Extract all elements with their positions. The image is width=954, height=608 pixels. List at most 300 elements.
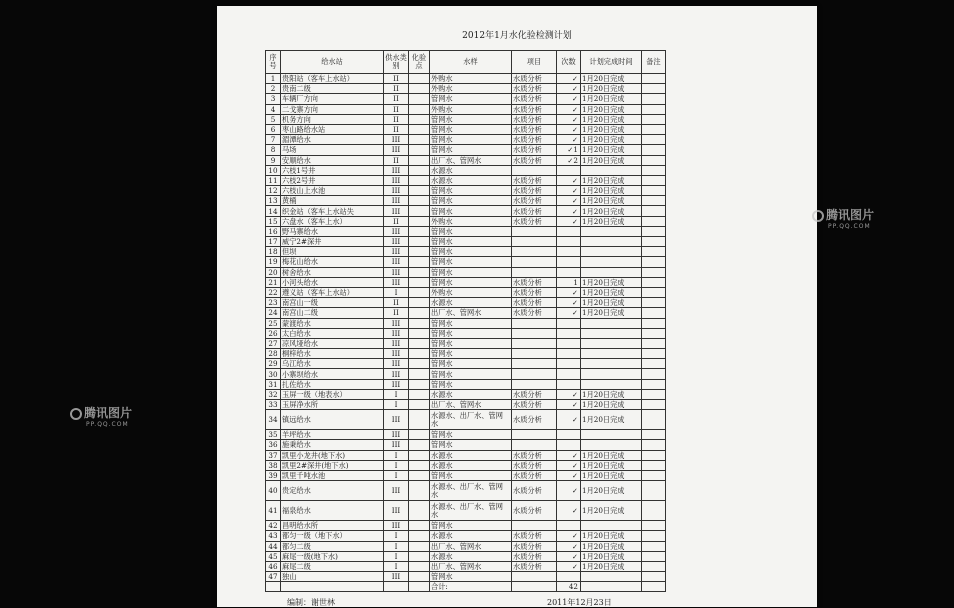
table-cell: 管网水 <box>430 277 512 287</box>
table-cell <box>409 430 430 440</box>
table-cell <box>557 440 581 450</box>
table-row <box>266 175 666 185</box>
table-row <box>266 186 666 196</box>
table-cell <box>642 94 666 104</box>
table-cell: 33 <box>266 400 281 410</box>
table-cell <box>581 572 642 582</box>
table-cell <box>409 561 430 571</box>
table-cell <box>581 267 642 277</box>
table-cell: 乌江给水 <box>281 359 384 369</box>
table-cell <box>642 561 666 571</box>
table-cell: 桐梓给水 <box>281 349 384 359</box>
table-cell: 管网水 <box>430 430 512 440</box>
table-cell: III <box>384 247 409 257</box>
table-cell: 外购水 <box>430 104 512 114</box>
table-cell <box>409 145 430 155</box>
column-header: 给水站 <box>281 51 384 74</box>
table-cell: 水质分析 <box>512 501 557 521</box>
table-cell <box>642 216 666 226</box>
table-cell: 32 <box>266 389 281 399</box>
table-cell <box>642 165 666 175</box>
table-cell: 贵南二级 <box>281 84 384 94</box>
table-cell: 19 <box>266 257 281 267</box>
table-row <box>266 237 666 247</box>
table-cell: 42 <box>557 582 581 592</box>
table-cell <box>557 318 581 328</box>
table-cell <box>642 450 666 460</box>
table-cell: III <box>384 410 409 430</box>
table-cell: 46 <box>266 561 281 571</box>
table-cell: 六枝山上水池 <box>281 186 384 196</box>
table-cell: ✓ <box>557 308 581 318</box>
table-cell <box>409 308 430 318</box>
table-cell: 水质分析 <box>512 104 557 114</box>
table-cell <box>409 74 430 84</box>
table-row <box>266 440 666 450</box>
table-header-row <box>266 51 666 74</box>
table-cell <box>512 521 557 531</box>
table-cell: 管网水 <box>430 135 512 145</box>
table-row <box>266 410 666 430</box>
table-cell: ✓ <box>557 389 581 399</box>
table-cell: 树舍给水 <box>281 267 384 277</box>
table-row <box>266 216 666 226</box>
table-cell <box>642 277 666 287</box>
table-row <box>266 196 666 206</box>
table-cell: III <box>384 257 409 267</box>
table-cell <box>409 440 430 450</box>
table-cell: 35 <box>266 430 281 440</box>
table-cell: 27 <box>266 338 281 348</box>
table-cell <box>581 379 642 389</box>
table-cell <box>581 328 642 338</box>
table-cell: 38 <box>266 460 281 470</box>
table-cell: 南宫山二级 <box>281 308 384 318</box>
table-cell: 10 <box>266 165 281 175</box>
table-cell <box>557 369 581 379</box>
table-cell: 1月20日完成 <box>581 186 642 196</box>
table-cell: 5 <box>266 114 281 124</box>
table-cell: 水质分析 <box>512 531 557 541</box>
table-cell: III <box>384 237 409 247</box>
table-cell: ✓ <box>557 541 581 551</box>
table-cell <box>642 582 666 592</box>
table-cell: ✓ <box>557 196 581 206</box>
table-cell <box>642 359 666 369</box>
table-cell: 20 <box>266 267 281 277</box>
table-cell: 水源水 <box>430 298 512 308</box>
table-cell: 车辆厂方向 <box>281 94 384 104</box>
table-cell <box>581 521 642 531</box>
table-cell: 1月20日完成 <box>581 104 642 114</box>
table-row <box>266 257 666 267</box>
table-cell: 1月20日完成 <box>581 277 642 287</box>
table-cell: ✓ <box>557 287 581 297</box>
table-cell: 水质分析 <box>512 277 557 287</box>
table-cell <box>642 400 666 410</box>
table-cell <box>512 226 557 236</box>
table-cell: ✓ <box>557 460 581 470</box>
table-row <box>266 287 666 297</box>
table-cell: 管网水 <box>430 114 512 124</box>
table-cell <box>512 379 557 389</box>
table-cell: 出厂水、管网水 <box>430 400 512 410</box>
table-cell <box>409 298 430 308</box>
table-cell: II <box>384 124 409 134</box>
table-cell: ✓ <box>557 84 581 94</box>
table-cell: 水质分析 <box>512 155 557 165</box>
table-row <box>266 481 666 501</box>
table-cell <box>512 165 557 175</box>
table-cell <box>642 287 666 297</box>
table-cell <box>409 470 430 480</box>
table-cell: 2 <box>266 84 281 94</box>
table-cell: 外购水 <box>430 216 512 226</box>
table-cell: 合计: <box>430 582 512 592</box>
table-cell <box>409 359 430 369</box>
table-row <box>266 551 666 561</box>
table-cell <box>581 226 642 236</box>
table-row <box>266 521 666 531</box>
table-cell: III <box>384 379 409 389</box>
table-row <box>266 541 666 551</box>
table-row <box>266 379 666 389</box>
table-cell <box>557 349 581 359</box>
table-cell <box>642 298 666 308</box>
table-row <box>266 165 666 175</box>
table-cell <box>409 328 430 338</box>
table-cell <box>409 267 430 277</box>
table-cell: 出厂水、管网水 <box>430 561 512 571</box>
table-cell: III <box>384 226 409 236</box>
table-cell <box>642 338 666 348</box>
table-cell: 12 <box>266 186 281 196</box>
table-cell: 水质分析 <box>512 450 557 460</box>
table-cell <box>557 338 581 348</box>
table-cell: 黄桶 <box>281 196 384 206</box>
table-cell: 凯里千吨水池 <box>281 470 384 480</box>
table-cell: III <box>384 481 409 501</box>
table-cell <box>642 237 666 247</box>
table-cell: 1月20日完成 <box>581 460 642 470</box>
table-cell <box>409 379 430 389</box>
table-cell: III <box>384 318 409 328</box>
column-header: 化验点 <box>409 51 430 74</box>
table-cell: 出厂水、管网水 <box>430 308 512 318</box>
table-cell: 梅花山给水 <box>281 257 384 267</box>
table-cell <box>512 267 557 277</box>
table-cell: III <box>384 145 409 155</box>
table-cell: ✓ <box>557 74 581 84</box>
table-cell: 34 <box>266 410 281 430</box>
test-plan-table <box>265 50 666 592</box>
table-row <box>266 501 666 521</box>
table-cell: 水质分析 <box>512 135 557 145</box>
table-cell <box>512 349 557 359</box>
table-row <box>266 155 666 165</box>
table-cell: ✓ <box>557 481 581 501</box>
table-cell: II <box>384 74 409 84</box>
table-cell: 1月20日完成 <box>581 501 642 521</box>
table-cell: 17 <box>266 237 281 247</box>
table-cell: 出厂水、管网水 <box>430 155 512 165</box>
table-cell: 3 <box>266 94 281 104</box>
table-cell <box>642 328 666 338</box>
table-cell: 羊坪给水 <box>281 430 384 440</box>
table-row <box>266 430 666 440</box>
table-cell: 14 <box>266 206 281 216</box>
table-cell <box>642 124 666 134</box>
table-cell <box>642 135 666 145</box>
table-cell: 43 <box>266 531 281 541</box>
table-cell <box>557 430 581 440</box>
table-cell: ✓ <box>557 400 581 410</box>
document-page <box>217 6 817 607</box>
table-row <box>266 369 666 379</box>
table-cell: I <box>384 460 409 470</box>
table-row <box>266 450 666 460</box>
table-cell <box>409 94 430 104</box>
table-cell: II <box>384 216 409 226</box>
table-cell <box>557 257 581 267</box>
table-cell: 湄潭给水 <box>281 135 384 145</box>
table-cell: 独山 <box>281 572 384 582</box>
table-cell: 贵定给水 <box>281 481 384 501</box>
table-cell: I <box>384 561 409 571</box>
table-cell: III <box>384 165 409 175</box>
table-cell: 管网水 <box>430 359 512 369</box>
table-cell: 水源水、出厂水、管网水 <box>430 481 512 501</box>
table-cell <box>512 440 557 450</box>
table-cell <box>642 226 666 236</box>
table-cell: 外购水 <box>430 84 512 94</box>
table-cell <box>581 440 642 450</box>
table-cell <box>642 257 666 267</box>
table-cell: 管网水 <box>430 94 512 104</box>
table-cell <box>642 389 666 399</box>
table-cell: III <box>384 338 409 348</box>
table-cell: 水质分析 <box>512 196 557 206</box>
table-cell: 贵阳站（客车上水站） <box>281 74 384 84</box>
table-row <box>266 247 666 257</box>
table-cell: III <box>384 501 409 521</box>
table-cell: 昌明给水所 <box>281 521 384 531</box>
table-cell: 水质分析 <box>512 145 557 155</box>
table-cell: 管网水 <box>430 379 512 389</box>
table-cell <box>557 165 581 175</box>
table-cell: 小河头给水 <box>281 277 384 287</box>
table-cell: 1月20日完成 <box>581 135 642 145</box>
table-cell: 1月20日完成 <box>581 206 642 216</box>
table-cell <box>409 114 430 124</box>
table-cell: 22 <box>266 287 281 297</box>
table-row <box>266 470 666 480</box>
table-cell: 水源水 <box>430 450 512 460</box>
table-cell <box>557 328 581 338</box>
table-cell <box>642 155 666 165</box>
table-cell: I <box>384 541 409 551</box>
table-cell <box>409 135 430 145</box>
table-cell <box>642 501 666 521</box>
table-cell: 水源水 <box>430 165 512 175</box>
table-cell <box>409 572 430 582</box>
table-cell: ✓ <box>557 186 581 196</box>
table-row <box>266 338 666 348</box>
table-cell: 11 <box>266 175 281 185</box>
table-cell: 1月20日完成 <box>581 145 642 155</box>
table-cell: 39 <box>266 470 281 480</box>
table-cell <box>409 104 430 114</box>
column-header: 项目 <box>512 51 557 74</box>
table-cell: III <box>384 572 409 582</box>
table-cell <box>384 582 409 592</box>
table-row <box>266 135 666 145</box>
table-cell: III <box>384 349 409 359</box>
table-cell: ✓ <box>557 216 581 226</box>
table-cell: 威宁2#深井 <box>281 237 384 247</box>
table-cell <box>557 572 581 582</box>
table-cell <box>642 175 666 185</box>
table-cell: 1 <box>557 277 581 287</box>
table-cell: III <box>384 267 409 277</box>
table-cell: I <box>384 551 409 561</box>
table-cell: ✓ <box>557 124 581 134</box>
table-cell: 管网水 <box>430 328 512 338</box>
table-cell: 1月20日完成 <box>581 84 642 94</box>
table-cell: 24 <box>266 308 281 318</box>
table-cell <box>642 196 666 206</box>
table-cell <box>581 582 642 592</box>
table-cell: 37 <box>266 450 281 460</box>
table-cell: 1月20日完成 <box>581 155 642 165</box>
table-cell <box>581 257 642 267</box>
table-cell: I <box>384 400 409 410</box>
table-cell: 水质分析 <box>512 206 557 216</box>
table-cell <box>581 369 642 379</box>
table-cell: 26 <box>266 328 281 338</box>
document-title: 2012年1月水化验检测计划 <box>462 31 572 41</box>
table-cell <box>642 460 666 470</box>
table-cell <box>409 369 430 379</box>
table-cell <box>409 237 430 247</box>
table-cell: 都匀一级（地下水） <box>281 531 384 541</box>
table-cell: 水质分析 <box>512 400 557 410</box>
table-cell: 出厂水、管网水 <box>430 541 512 551</box>
table-row <box>266 349 666 359</box>
table-cell: 4 <box>266 104 281 114</box>
table-cell: 镇远给水 <box>281 410 384 430</box>
table-row <box>266 114 666 124</box>
table-cell <box>642 74 666 84</box>
table-cell <box>512 247 557 257</box>
table-cell: 管网水 <box>430 349 512 359</box>
table-row <box>266 104 666 114</box>
table-cell: III <box>384 440 409 450</box>
table-row <box>266 84 666 94</box>
table-cell <box>409 338 430 348</box>
table-cell: 水源水、出厂水、管网水 <box>430 410 512 430</box>
table-cell: 马场 <box>281 145 384 155</box>
table-cell: 凉风垭给水 <box>281 338 384 348</box>
table-cell: 管网水 <box>430 186 512 196</box>
table-row <box>266 389 666 399</box>
table-cell: 管网水 <box>430 226 512 236</box>
table-cell: 1月20日完成 <box>581 175 642 185</box>
table-cell <box>409 541 430 551</box>
table-cell <box>581 237 642 247</box>
table-row <box>266 572 666 582</box>
table-cell <box>642 572 666 582</box>
table-cell: 47 <box>266 572 281 582</box>
table-cell: 1月20日完成 <box>581 94 642 104</box>
table-cell: 管网水 <box>430 257 512 267</box>
table-cell <box>512 369 557 379</box>
table-cell <box>409 165 430 175</box>
table-cell: 小寨坝给水 <box>281 369 384 379</box>
table-cell: III <box>384 369 409 379</box>
table-cell: 水质分析 <box>512 481 557 501</box>
table-cell <box>409 247 430 257</box>
table-row <box>266 582 666 592</box>
table-cell: 水源水、出厂水、管网水 <box>430 501 512 521</box>
table-cell: 水质分析 <box>512 114 557 124</box>
table-cell: III <box>384 186 409 196</box>
table-cell: 扎佐给水 <box>281 379 384 389</box>
table-cell: 8 <box>266 145 281 155</box>
table-cell <box>266 582 281 592</box>
table-cell <box>409 175 430 185</box>
table-cell: 41 <box>266 501 281 521</box>
table-cell: 1月20日完成 <box>581 196 642 206</box>
table-cell <box>409 318 430 328</box>
table-cell <box>409 287 430 297</box>
table-cell: 麻尾二级 <box>281 561 384 571</box>
table-cell: 凯里2#深井(地下水) <box>281 460 384 470</box>
table-cell: 水质分析 <box>512 186 557 196</box>
table-cell: 管网水 <box>430 338 512 348</box>
table-cell: 水质分析 <box>512 216 557 226</box>
table-cell: 1月20日完成 <box>581 410 642 430</box>
table-cell <box>581 165 642 175</box>
table-cell: ✓ <box>557 470 581 480</box>
table-cell: III <box>384 135 409 145</box>
table-cell: 25 <box>266 318 281 328</box>
table-row <box>266 267 666 277</box>
table-cell <box>512 572 557 582</box>
table-cell: 7 <box>266 135 281 145</box>
table-cell: 29 <box>266 359 281 369</box>
table-cell: III <box>384 206 409 216</box>
table-cell: 六盘水（客车上水） <box>281 216 384 226</box>
table-cell: I <box>384 450 409 460</box>
table-cell: 水源水 <box>430 389 512 399</box>
table-cell <box>581 338 642 348</box>
table-cell: 管网水 <box>430 145 512 155</box>
table-cell <box>642 145 666 155</box>
table-cell: 水质分析 <box>512 298 557 308</box>
table-cell: ✓ <box>557 114 581 124</box>
table-row <box>266 531 666 541</box>
table-cell <box>512 430 557 440</box>
table-cell: 15 <box>266 216 281 226</box>
table-cell: 南宫山一级 <box>281 298 384 308</box>
table-cell <box>512 318 557 328</box>
table-row <box>266 561 666 571</box>
table-cell: 36 <box>266 440 281 450</box>
table-cell <box>581 247 642 257</box>
table-row <box>266 328 666 338</box>
table-row <box>266 460 666 470</box>
